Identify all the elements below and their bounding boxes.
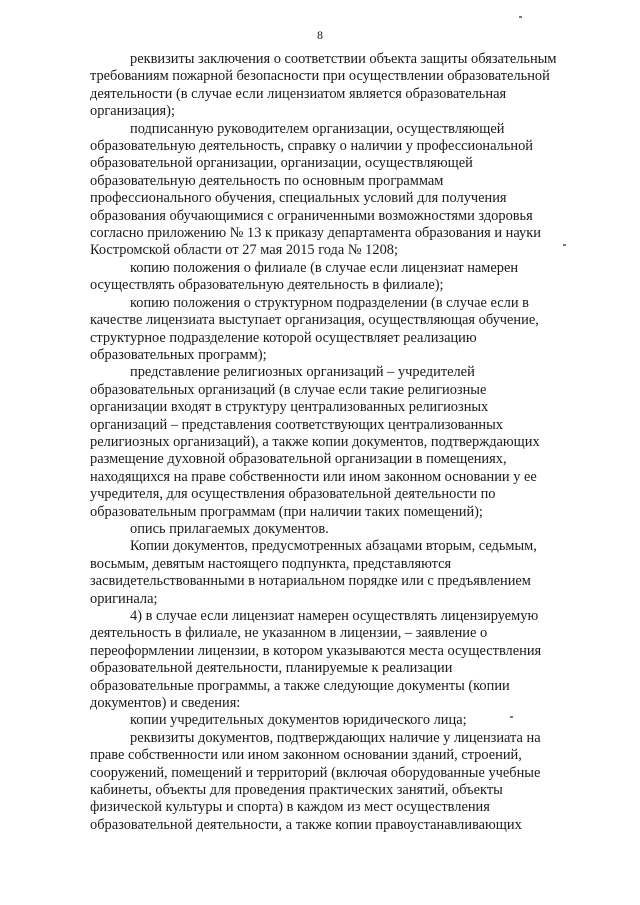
paragraph-branch-regulation: копию положения о филиале (в случае если лицензиат намерен осуществлять образовательную деятельность в филиале); <box>90 259 519 294</box>
scan-speck <box>510 716 513 718</box>
paragraph-inventory: опись прилагаемых документов. <box>130 520 329 537</box>
paragraph-fire-safety: реквизиты заключения о соответствии объекта защиты обязательным требованиям пожарной безопасности при осуществлении образовательной деятельности (в случае если лицензиатом является образовательная организация); <box>90 51 557 120</box>
page-number: 8 <box>317 28 323 42</box>
paragraph-special-conditions: подписанную руководителем организации, осуществляющей образовательную деятельность, справку о наличии у профессиональной образовательной организации, организации, осуществляющей образовательную деятельность по основным программам профессионального обучения, специальных условий для получения образования обучающимися с ограниченными возможностями здоровья согласно приложению № 13 к приказу департамента образования и науки Костромской области от 27 мая 2015 года № 1208; <box>90 120 541 259</box>
paragraph-founding-documents: копии учредительных документов юридического лица; <box>130 712 467 729</box>
paragraph-structural-unit: копию положения о структурном подразделении (в случае если в качестве лицензиата выступает организация, осуществляющая обучение, структурное подразделение которой осуществляет реализацию образовательных программ); <box>90 294 539 363</box>
paragraph-property-documents: реквизиты документов, подтверждающих наличие у лицензиата на праве собственности или ином законном основании зданий, строений, сооружений, помещений и территорий (включая оборудованные учебные кабинеты, объекты для проведения практических занятий, объекты физической культуры и спорта) в каждом из мест осуществления образовательной деятельности, а также копии правоустанавливающих <box>90 729 541 833</box>
paragraph-religious-organizations: представление религиозных организаций – учредителей образовательных организаций (в случае если такие религиозные организации входят в структуру централизованных религиозных организаций – представления соответствующих централизованных религиозных организаций), а также копии документов, подтверждающих размещение духовной образовательной организации в помещениях, находящихся на праве собственности или ином законном основании у ее учредителя, для осуществления образовательной деятельности по образовательным программам (при наличии таких помещений); <box>90 364 540 520</box>
scan-speck <box>519 16 522 18</box>
paragraph-notarized-copies: Копии документов, предусмотренных абзацами вторым, седьмым, восьмым, девятым настоящего подпункта, представляются засвидетельствованными в нотариальном порядке или с предъявлением оригинала; <box>90 538 537 607</box>
scan-speck <box>563 244 566 246</box>
document-body <box>90 51 582 834</box>
paragraph-item-4: 4) в случае если лицензиат намерен осуществлять лицензируемую деятельность в филиале, не указанном в лицензии, – заявление о переоформлении лицензии, в котором указываются места осуществления образовательной деятельности, планируемые к реализации образовательные программы, а также следующие документы (копии документов) и сведения: <box>90 608 542 712</box>
